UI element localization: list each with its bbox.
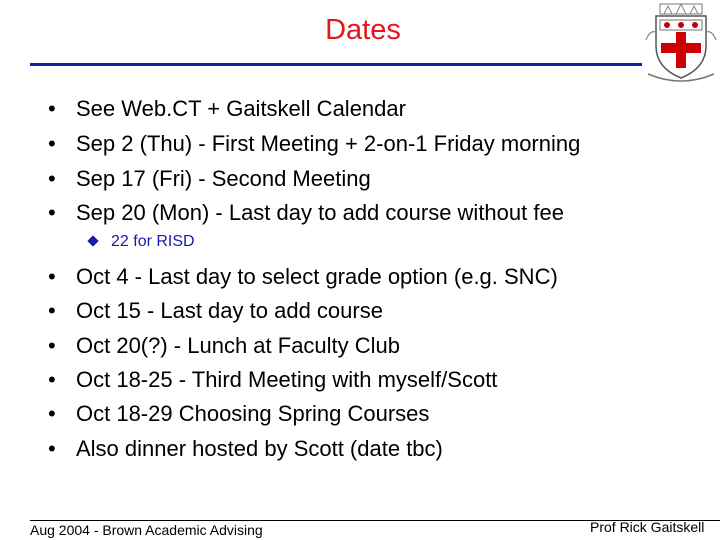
bullet-item: • Sep 2 (Thu) - First Meeting + 2-on-1 Friday morning [48, 131, 581, 156]
bullet-item: • Oct 18-25 - Third Meeting with myself/Scott [48, 367, 498, 392]
footer-left-text: Aug 2004 - Brown Academic Advising [30, 522, 263, 538]
footer-right-text: Prof Rick Gaitskell [590, 519, 705, 535]
bullet-item: • Oct 4 - Last day to select grade option (e.g. SNC) [48, 264, 558, 289]
bullet-item: • See Web.CT + Gaitskell Calendar [48, 96, 406, 121]
bullet-item: • Oct 18-29 Choosing Spring Courses [48, 401, 430, 426]
bullet-item: • Oct 15 - Last day to add course [48, 298, 383, 323]
diamond-bullet-icon [87, 235, 98, 246]
bullet-item: • Oct 20(?) - Lunch at Faculty Club [48, 333, 401, 358]
bullet-item: • Sep 17 (Fri) - Second Meeting [48, 166, 371, 191]
slide-title: Dates [325, 14, 401, 46]
bullet-item: • Also dinner hosted by Scott (date tbc) [48, 436, 443, 461]
sub-bullet-item: 22 for RISD [87, 232, 195, 252]
bullet-item: • Sep 20 (Mon) - Last day to add course without fee [48, 200, 564, 225]
